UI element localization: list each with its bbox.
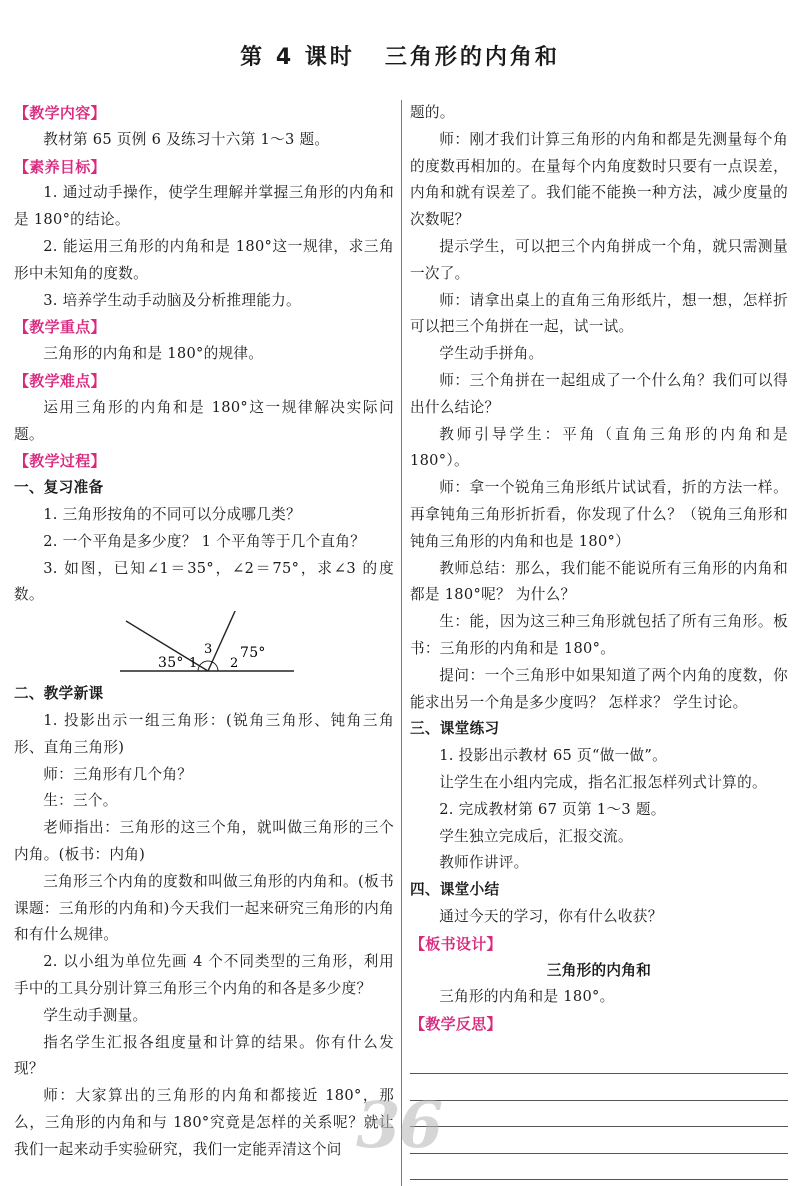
review-heading: 一、复习准备 <box>14 479 104 497</box>
angle-1-value: 35° <box>158 655 184 672</box>
lesson-topic: 三角形的内角和 <box>384 45 560 70</box>
angle-2-value: 75° <box>240 645 266 662</box>
new-lesson-item: 2. 以小组为单位先画 4 个不同类型的三角形，利用手中的工具分别计算三角形三个内角的和各是多少度？ <box>14 953 394 997</box>
new-lesson-item: 师：三角形有几个角？ <box>43 765 193 783</box>
page-title <box>0 40 800 71</box>
discussion-paragraph: 教师引导学生：平角（直角三角形的内角和是 180°）。 <box>410 425 788 470</box>
discussion-paragraph: 教师总结：那么，我们能不能说所有三角形的内角和都是 180°呢？ 为什么？ <box>410 559 788 604</box>
reflection-label: 【教学反思】 <box>410 1015 502 1034</box>
process-label: 【教学过程】 <box>14 452 106 471</box>
lesson-number: 第 4 课时 <box>240 45 355 70</box>
practice-item: 2. 完成教材第 67 页第 1～3 题。 <box>439 800 666 818</box>
discussion-paragraph: 师：刚才我们计算三角形的内角和都是先测量每个角的度数再相加的。在量每个内角度数时只要有一点误差，内角和就有误差了。我们能不能换一种方法，减少度量的次数呢？ <box>410 130 788 229</box>
angle-figure <box>14 611 394 677</box>
review-item: 2. 一个平角是多少度？ 1 个平角等于几个直角？ <box>43 532 366 550</box>
new-lesson-heading: 二、教学新课 <box>14 685 104 703</box>
board-design-label: 【板书设计】 <box>410 934 502 953</box>
writing-line <box>410 1101 788 1128</box>
review-item: 1. 三角形按角的不同可以分成哪几类？ <box>43 505 301 523</box>
new-lesson-item: 指名学生汇报各组度量和计算的结果。你有什么发现？ <box>14 1033 394 1078</box>
new-lesson-item: 学生动手测量。 <box>43 1006 148 1024</box>
discussion-paragraph: 师：请拿出桌上的直角三角形纸片，想一想，怎样折可以把三个角拼在一起，试一试。 <box>410 291 788 336</box>
writing-line <box>410 1074 788 1101</box>
continued-text: 题的。 <box>410 104 455 121</box>
page-number: 36 <box>356 1088 442 1163</box>
discussion-paragraph: 生：能，因为这三种三角形就包括了所有三角形。板书：三角形的内角和是 180°。 <box>410 613 788 657</box>
column-divider <box>401 100 402 1186</box>
writing-line <box>410 1127 788 1154</box>
content-text: 教材第 65 页例 6 及练习十六第 1～3 题。 <box>43 130 330 148</box>
practice-item: 让学生在小组内完成，指名汇报怎样列式计算的。 <box>439 773 767 791</box>
new-lesson-item: 老师指出：三角形的这三个角，就叫做三角形的三个内角。(板书：内角) <box>14 819 394 863</box>
goals-label: 【素养目标】 <box>14 157 106 176</box>
board-title: 三角形的内角和 <box>546 961 652 979</box>
new-lesson-item: 1. 投影出示一组三角形：(锐角三角形、钝角三角形、直角三角形) <box>14 711 394 756</box>
writing-line <box>410 1048 788 1075</box>
practice-heading: 三、课堂练习 <box>410 720 500 738</box>
key-point-label: 【教学重点】 <box>14 318 106 337</box>
practice-item: 教师作讲评。 <box>439 854 529 872</box>
angle-1-number: 1 <box>189 656 198 672</box>
practice-item: 1. 投影出示教材 65 页“做一做”。 <box>439 747 668 765</box>
review-item: 3. 如图，已知∠1＝35°，∠2＝75°，求∠3 的度数。 <box>14 559 394 604</box>
content-label: 【教学内容】 <box>14 104 106 122</box>
writing-line <box>410 1154 788 1181</box>
discussion-paragraph: 提问：一个三角形中如果知道了两个内角的度数，你能求出另一个角是多少度吗？ 怎样求？ 学生讨论。 <box>410 666 788 711</box>
key-point-text: 三角形的内角和是 180°的规律。 <box>43 345 264 363</box>
discussion-paragraph: 师：三个角拼在一起组成了一个什么角？我们可以得出什么结论？ <box>410 371 788 416</box>
goal-item: 3. 培养学生动手动脑及分析推理能力。 <box>43 291 301 309</box>
right-column <box>410 100 788 1186</box>
goal-item: 1. 通过动手操作，使学生理解并掌握三角形的内角和是 180°的结论。 <box>14 184 394 229</box>
new-lesson-item: 三角形三个内角的度数和叫做三角形的内角和。(板书课题：三角形的内角和)今天我们一起来研究三角形的内角和有什么规律。 <box>14 872 394 944</box>
discussion-paragraph: 提示学生，可以把三个内角拼成一个角，就只需测量一次了。 <box>410 237 788 282</box>
goal-item: 2. 能运用三角形的内角和是 180°这一规律，求三角形中未知角的度数。 <box>14 237 394 282</box>
difficulty-label: 【教学难点】 <box>14 371 106 390</box>
new-lesson-item: 师：大家算出的三角形的内角和都接近 180°，那么，三角形的内角和与 180°究竟是怎样的关系呢？就让我们一起来动手实验研究，我们一定能弄清这个问 <box>14 1087 394 1158</box>
discussion-paragraph: 师：拿一个锐角三角形纸片试试看，折的方法一样。再拿钝角三角形折折看，你发现了什么？（锐角三角形和钝角三角形的内角和也是 180°） <box>410 479 788 550</box>
angle-3-number: 3 <box>204 642 213 658</box>
summary-text: 通过今天的学习，你有什么收获？ <box>439 907 663 925</box>
summary-heading: 四、课堂小结 <box>410 881 500 899</box>
left-column <box>14 100 394 1186</box>
board-text: 三角形的内角和是 180°。 <box>439 988 615 1006</box>
discussion-paragraph: 学生动手拼角。 <box>439 345 544 363</box>
difficulty-text: 运用三角形的内角和是 180°这一规律解决实际问题。 <box>14 398 394 443</box>
reflection-lines <box>410 1048 788 1181</box>
angle-2-number: 2 <box>230 656 239 672</box>
new-lesson-item: 生：三个。 <box>43 792 118 810</box>
practice-item: 学生独立完成后，汇报交流。 <box>439 827 633 845</box>
